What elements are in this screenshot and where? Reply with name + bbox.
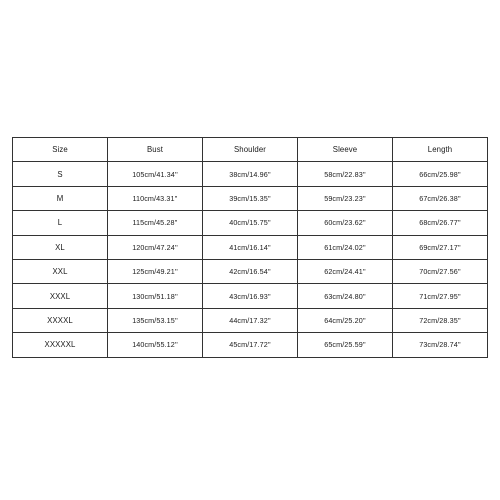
cell-size: M <box>13 186 108 210</box>
cell-bust: 140cm/55.12'' <box>108 333 203 357</box>
table-row <box>13 235 488 259</box>
cell-shoulder: 39cm/15.35'' <box>203 186 298 210</box>
header-sleeve: Sleeve <box>298 138 393 162</box>
cell-sleeve: 59cm/23.23'' <box>298 186 393 210</box>
cell-shoulder: 43cm/16.93'' <box>203 284 298 308</box>
cell-bust: 125cm/49.21'' <box>108 259 203 283</box>
cell-sleeve: 58cm/22.83'' <box>298 162 393 186</box>
cell-size: XXXL <box>13 284 108 308</box>
cell-bust: 115cm/45.28'' <box>108 211 203 235</box>
cell-bust: 135cm/53.15'' <box>108 308 203 332</box>
header-size: Size <box>13 138 108 162</box>
cell-sleeve: 64cm/25.20'' <box>298 308 393 332</box>
cell-size: L <box>13 211 108 235</box>
cell-sleeve: 62cm/24.41'' <box>298 259 393 283</box>
cell-shoulder: 41cm/16.14'' <box>203 235 298 259</box>
cell-bust: 120cm/47.24'' <box>108 235 203 259</box>
size-chart-table <box>12 137 488 358</box>
cell-shoulder: 40cm/15.75'' <box>203 211 298 235</box>
header-shoulder: Shoulder <box>203 138 298 162</box>
cell-length: 70cm/27.56'' <box>393 259 488 283</box>
cell-length: 68cm/26.77'' <box>393 211 488 235</box>
cell-sleeve: 61cm/24.02'' <box>298 235 393 259</box>
cell-size: S <box>13 162 108 186</box>
cell-size: XXXXXL <box>13 333 108 357</box>
cell-size: XXXXL <box>13 308 108 332</box>
cell-shoulder: 38cm/14.96'' <box>203 162 298 186</box>
cell-shoulder: 45cm/17.72'' <box>203 333 298 357</box>
table-header-row <box>13 138 488 162</box>
table-row <box>13 333 488 357</box>
table-row <box>13 284 488 308</box>
cell-length: 67cm/26.38'' <box>393 186 488 210</box>
cell-sleeve: 60cm/23.62'' <box>298 211 393 235</box>
cell-shoulder: 42cm/16.54'' <box>203 259 298 283</box>
cell-size: XL <box>13 235 108 259</box>
header-length: Length <box>393 138 488 162</box>
cell-length: 66cm/25.98'' <box>393 162 488 186</box>
cell-shoulder: 44cm/17.32'' <box>203 308 298 332</box>
table-row <box>13 186 488 210</box>
cell-length: 72cm/28.35'' <box>393 308 488 332</box>
cell-length: 69cm/27.17'' <box>393 235 488 259</box>
cell-size: XXL <box>13 259 108 283</box>
table-row <box>13 308 488 332</box>
table-row <box>13 259 488 283</box>
cell-length: 73cm/28.74'' <box>393 333 488 357</box>
cell-bust: 130cm/51.18'' <box>108 284 203 308</box>
table-row <box>13 211 488 235</box>
table-row <box>13 162 488 186</box>
header-bust: Bust <box>108 138 203 162</box>
cell-sleeve: 63cm/24.80'' <box>298 284 393 308</box>
cell-bust: 105cm/41.34'' <box>108 162 203 186</box>
cell-bust: 110cm/43.31'' <box>108 186 203 210</box>
cell-length: 71cm/27.95'' <box>393 284 488 308</box>
cell-sleeve: 65cm/25.59'' <box>298 333 393 357</box>
